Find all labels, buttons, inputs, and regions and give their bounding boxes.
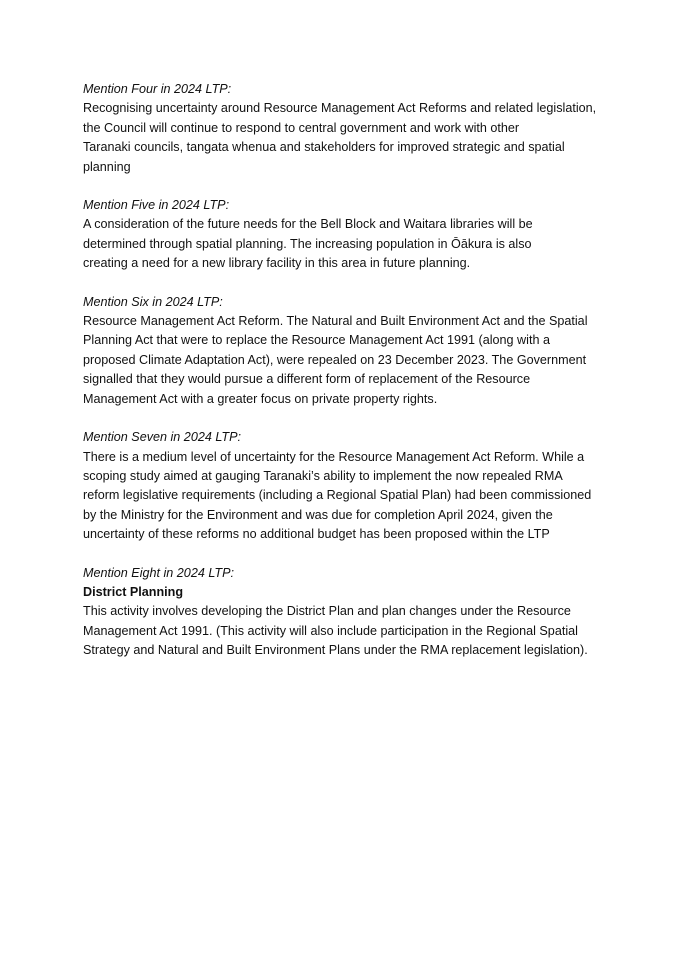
section-heading: Mention Six in 2024 LTP: <box>83 294 223 309</box>
paragraph-line: reform legislative requirements (including a Regional Spatial Plan) had been commissioned <box>83 488 592 503</box>
paragraph-line: creating a need for a new library facility in this area in future planning. <box>83 256 471 271</box>
section-mention-four <box>83 80 613 177</box>
paragraph-line: Resource Management Act Reform. The Natural and Built Environment Act and the Spatial <box>83 314 588 329</box>
paragraph-line: A consideration of the future needs for the Bell Block and Waitara libraries will be <box>83 217 533 232</box>
section-mention-eight <box>83 564 613 661</box>
section-subheading: District Planning <box>83 584 184 599</box>
paragraph-line: scoping study aimed at gauging Taranaki’s ability to implement the now repealed RMA <box>83 468 563 483</box>
paragraph-line: Management Act with a greater focus on private property rights. <box>83 391 438 406</box>
paragraph-line: by the Ministry for the Environment and was due for completion April 2024, given the <box>83 507 553 522</box>
paragraph-line: Planning Act that were to replace the Resource Management Act 1991 (along with a <box>83 333 550 348</box>
paragraph-line: There is a medium level of uncertainty for the Resource Management Act Reform. While a <box>83 449 585 464</box>
section-heading: Mention Seven in 2024 LTP: <box>83 430 241 445</box>
paragraph-line: This activity involves developing the District Plan and plan changes under the Resource <box>83 604 571 619</box>
paragraph-line: Taranaki councils, tangata whenua and stakeholders for improved strategic and spatial <box>83 140 565 155</box>
paragraph-line: the Council will continue to respond to central government and work with other <box>83 120 520 135</box>
document-body <box>83 80 613 680</box>
paragraph-line: Recognising uncertainty around Resource Management Act Reforms and related legislation, <box>83 101 597 116</box>
paragraph-line: Management Act 1991. (This activity will also include participation in the Regional Spatial <box>83 623 578 638</box>
paragraph-line: planning <box>83 159 131 174</box>
paragraph-line: proposed Climate Adaptation Act), were repealed on 23 December 2023. The Government <box>83 352 587 367</box>
paragraph-line: uncertainty of these reforms no additional budget has been proposed within the LTP <box>83 527 550 542</box>
paragraph-line: signalled that they would pursue a different form of replacement of the Resource <box>83 372 531 387</box>
section-mention-five <box>83 196 613 274</box>
section-mention-six <box>83 293 613 409</box>
section-mention-seven <box>83 428 613 544</box>
paragraph-line: Strategy and Natural and Built Environment Plans under the RMA replacement legislation). <box>83 643 588 658</box>
paragraph-line: determined through spatial planning. The increasing population in Ōākura is also <box>83 236 532 251</box>
section-heading: Mention Eight in 2024 LTP: <box>83 565 234 580</box>
section-heading: Mention Five in 2024 LTP: <box>83 198 230 213</box>
section-heading: Mention Four in 2024 LTP: <box>83 82 232 96</box>
